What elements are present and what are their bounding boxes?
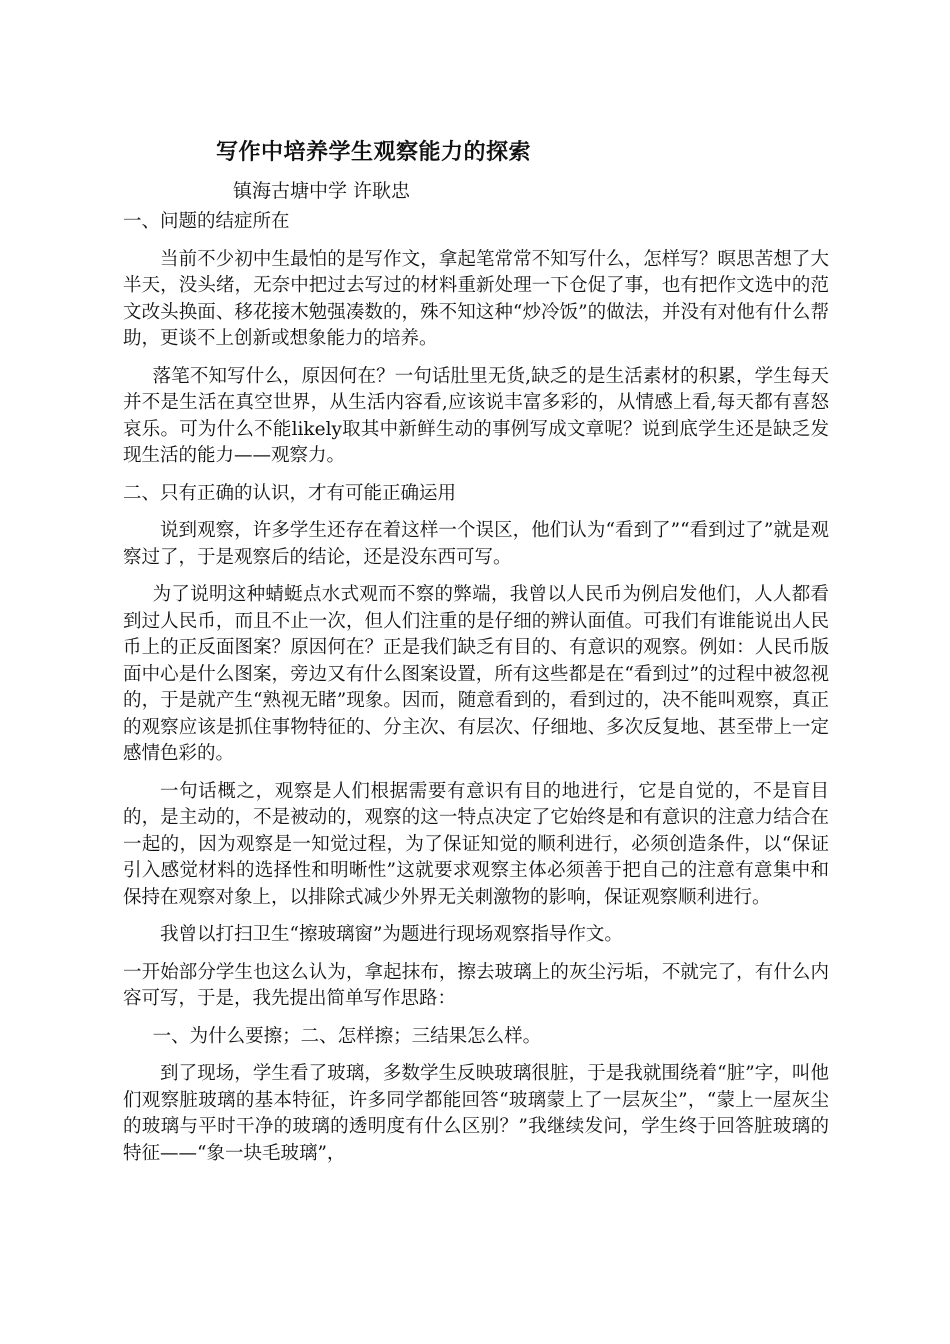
paragraph-3: 说到观察，许多学生还存在着这样一个误区，他们认为“看到了”“看到过了”就是观察过了，于是观察后的结论，还是没东西可写。 (123, 520, 829, 568)
paragraph-8: 一、为什么要擦；二、怎样擦；三结果怎么样。 (152, 1025, 542, 1047)
section-heading-2: 二、只有正确的认识，才有可能正确运用 (123, 482, 457, 504)
paragraph-9: 到了现场，学生看了玻璃，多数学生反映玻璃很脏，于是我就围绕着“脏”字，叫他们观察脏玻璃的基本特征，许多同学都能回答“玻璃蒙上了一层灰尘”，“蒙上一屋灰尘的玻璃与平时干净的玻璃的透明度有什么区别？”我继续发问，学生终于回答脏玻璃的特征——“象一块毛玻璃”， (123, 1063, 829, 1164)
document-title: 写作中培养学生观察能力的探索 (216, 139, 532, 165)
section-heading-1: 一、问题的结症所在 (123, 211, 290, 232)
paragraph-4: 为了说明这种蜻蜓点水式观而不察的弊端，我曾以人民币为例启发他们，人人都看到过人民币，而且不止一次，但人们注重的是仔细的辨认面值。可我们有谁能说出人民币上的正反面图案？原因何在？正是我们缺乏有目的、有意识的观察。例如：人民币版面中心是什么图案，旁边又有什么图案设置，所有这些都是在“看到过”的过程中被忽视的，于是就产生“熟视无睹”现象。因而，随意看到的，看到过的，决不能叫观察，真正的观察应该是抓住事物特征的、分主次、有层次、仔细地、多次反复地、甚至带上一定感情色彩的。 (123, 584, 829, 764)
paragraph-1: 当前不少初中生最怕的是写作文，拿起笔常常不知写什么，怎样写？暝思苦想了大半天，没头绪，无奈中把过去写过的材料重新处理一下仓促了事，也有把作文选中的范文改头换面、移花接木勉强凑数的，殊不知这种“炒冷饭”的做法，并没有对他有什么帮助，更谈不上创新或想象能力的培养。 (123, 248, 829, 349)
author-line: 镇海古塘中学 许耿忠 (233, 180, 411, 202)
paragraph-2: 落笔不知写什么，原因何在？一句话肚里无货,缺乏的是生活素材的积累，学生每天并不是生活在真空世界，从生活内容看,应该说丰富多彩的，从情感上看,每天都有喜怒哀乐。可为什么不能likely取其中新鲜生动的事例写成文章呢？说到底学生还是缺乏发现生活的能力——观察力。 (123, 365, 829, 466)
paragraph-7: 一开始部分学生也这么认为，拿起抹布，擦去玻璃上的灰尘污垢，不就完了，有什么内容可写，于是，我先提出简单写作思路： (123, 961, 829, 1009)
document-body (123, 209, 829, 1178)
paragraph-5: 一句话概之，观察是人们根据需要有意识有目的地进行，它是自觉的，不是盲目的，是主动的，不是被动的，观察的这一特点决定了它始终是和有意识的注意力结合在一起的，因为观察是一知觉过程，为了保证知觉的顺利进行，必须创造条件，以“保证引入感觉材料的选择性和明晰性”这就要求观察主体必须善于把自己的注意有意集中和保持在观察对象上，以排除式减少外界无关刺激物的影响，保证观察顺利进行。 (123, 780, 829, 908)
paragraph-6: 我曾以打扫卫生“擦玻璃窗”为题进行现场观察指导作文。 (160, 924, 623, 945)
